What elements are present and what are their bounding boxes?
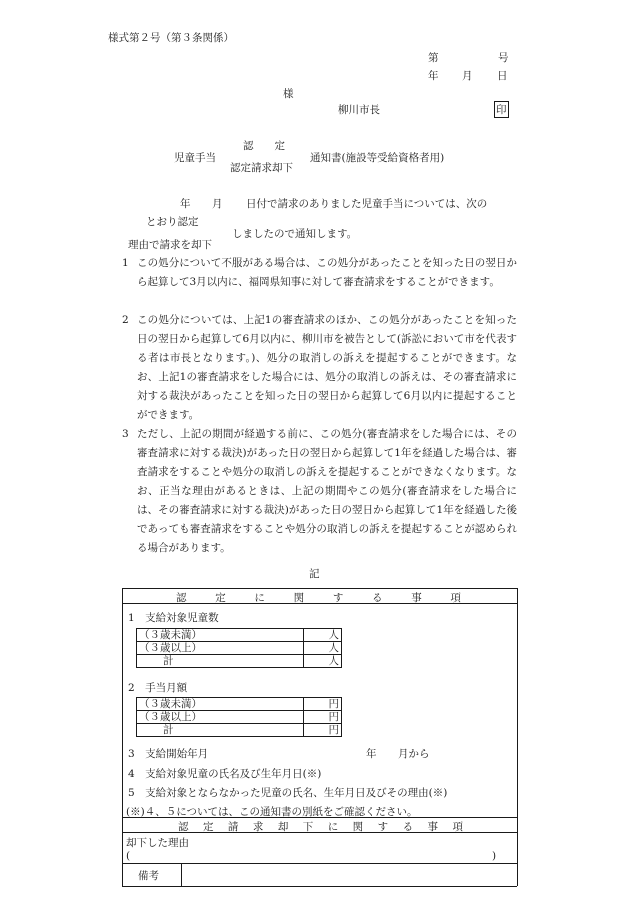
intro-option-approve: とおり認定 — [146, 216, 199, 228]
row-label: （３歳未満） — [137, 629, 304, 642]
row-label: （３歳以上） — [137, 642, 304, 655]
header-char: る — [372, 592, 383, 604]
header-char: 項 — [452, 821, 463, 833]
intro-month: 月 — [212, 198, 223, 210]
doc-number-suffix: 号 — [498, 52, 509, 64]
date-day: 日 — [497, 70, 508, 82]
header-char: に — [327, 821, 339, 833]
row-unit: 円 — [303, 698, 341, 711]
table-row — [137, 698, 342, 711]
notice-3 — [122, 425, 517, 558]
rejection-section-header — [178, 819, 463, 834]
title-option-approve: 認 定 — [243, 140, 285, 152]
header-char: 関 — [293, 592, 305, 604]
date-month: 月 — [462, 70, 473, 82]
row-label: （３歳未満） — [137, 698, 304, 711]
table-row — [137, 724, 342, 737]
issuer-name: 柳川市長 — [338, 104, 380, 116]
header-char: 定 — [202, 821, 214, 833]
monthly-amount-table — [136, 697, 342, 737]
addressee-suffix: 様 — [283, 88, 294, 100]
title-option-reject: 認定請求却下 — [230, 162, 293, 174]
header-char: 事 — [411, 592, 422, 604]
intro-line1: 日付で請求のありました児童手当については、次の — [246, 198, 488, 210]
header-char: 認 — [176, 592, 187, 604]
notice-2-number: 2 — [122, 314, 129, 326]
reason-paren-close: ) — [492, 850, 497, 862]
header-char: す — [332, 592, 344, 604]
intro-year: 年 — [180, 198, 191, 210]
header-char: 請 — [227, 821, 239, 833]
header-char: 定 — [215, 592, 226, 604]
table-row — [137, 711, 342, 724]
row-label: 計 — [137, 724, 304, 737]
row-unit: 人 — [303, 655, 341, 668]
intro-line2: しましたので通知します。 — [232, 228, 358, 240]
header-char: 認 — [178, 821, 189, 833]
table-top-border — [122, 588, 517, 589]
doc-number-prefix: 第 — [428, 52, 439, 64]
children-count-table — [136, 628, 342, 668]
header-char: に — [254, 592, 265, 604]
header-char: る — [402, 821, 414, 833]
item3-year: 年 — [366, 748, 377, 760]
row-unit: 人 — [303, 642, 341, 655]
approval-note: (※)４、５については、この通知書の別紙をご確認ください。 — [126, 806, 418, 818]
remarks-label: 備考 — [138, 870, 159, 882]
remarks-divider — [181, 863, 182, 886]
row-label: （３歳以上） — [137, 711, 304, 724]
header-char: 下 — [302, 821, 314, 833]
reason-paren-open: ( — [126, 850, 131, 862]
item3-month: 月から — [398, 748, 430, 760]
header-char: 求 — [252, 821, 264, 833]
seal-mark: 印 — [494, 101, 509, 118]
table-bottom-border — [122, 886, 517, 887]
notice-1 — [122, 254, 517, 311]
item5-label: 5 支給対象とならなかった児童の氏名、生年月日及びその理由(※) — [128, 787, 448, 799]
notice-3-number: 3 — [122, 428, 129, 440]
notice-2 — [122, 311, 517, 425]
header-char: 関 — [352, 821, 364, 833]
ki-label: 記 — [309, 568, 320, 580]
row-unit: 人 — [303, 629, 341, 642]
header-char: 項 — [450, 592, 461, 604]
intro-option-reject: 理由で請求を却下 — [128, 239, 212, 251]
header-char: 却 — [277, 821, 289, 833]
header-char: 事 — [427, 821, 439, 833]
rejection-reason-label: 却下した理由 — [126, 837, 189, 849]
table-row — [137, 629, 342, 642]
row-label: 計 — [137, 655, 304, 668]
item4-label: 4 支給対象児童の氏名及び生年月日(※) — [128, 768, 322, 780]
table-right-border — [517, 588, 518, 886]
table-row — [137, 655, 342, 668]
date-year: 年 — [428, 70, 439, 82]
notice-1-number: 1 — [122, 257, 129, 269]
item3-label: 3 支給開始年月 — [128, 748, 209, 760]
form-number: 様式第２号（第３条関係） — [108, 32, 234, 44]
table-row — [137, 642, 342, 655]
row-unit: 円 — [303, 724, 341, 737]
notice-2-text: この処分については、上記1の審査請求のほか、この処分があったことを知った日の翌日から起算して6月以内に、柳川市を被告として(訴訟において市を代表する者は市長となります。)、処分の取消しの訴えを提起することができます。なお、上記1の審査請求をした場合には、処分の取消しの訴えは、その審査請求に対する裁決があったことを知った日の翌日から起算して6月以内に提起することができます。 — [137, 314, 517, 421]
notice-3-text: ただし、上記の期間が経過する前に、この処分(審査請求をした場合には、その審査請求に対する裁決)があった日の翌日から起算して1年を経過した場合は、審査請求をすることや処分の取消しの訴えを提起することができなくなります。なお、正当な理由があるときは、上記の期間やこの処分(審査請求をした場合には、その審査請求に対する裁決)があった日の翌日から起算して1年を経過した後であっても審査請求をすることや処分の取消しの訴えを提起することが認められる場合があります。 — [137, 428, 517, 554]
item2-label: 2 手当月額 — [128, 682, 188, 694]
notice-1-text: この処分について不服がある場合は、この処分があったことを知った日の翌日から起算して3月以内に、福岡県知事に対して審査請求をすることができます。 — [137, 257, 517, 288]
title-prefix: 児童手当 — [174, 152, 216, 164]
title-suffix: 通知書(施設等受給資格者用) — [310, 152, 445, 164]
header-char: す — [377, 821, 389, 833]
table-left-border — [122, 588, 123, 886]
item1-label: 1 支給対象児童数 — [128, 612, 219, 624]
approval-section-header — [176, 590, 461, 605]
row-unit: 円 — [303, 711, 341, 724]
